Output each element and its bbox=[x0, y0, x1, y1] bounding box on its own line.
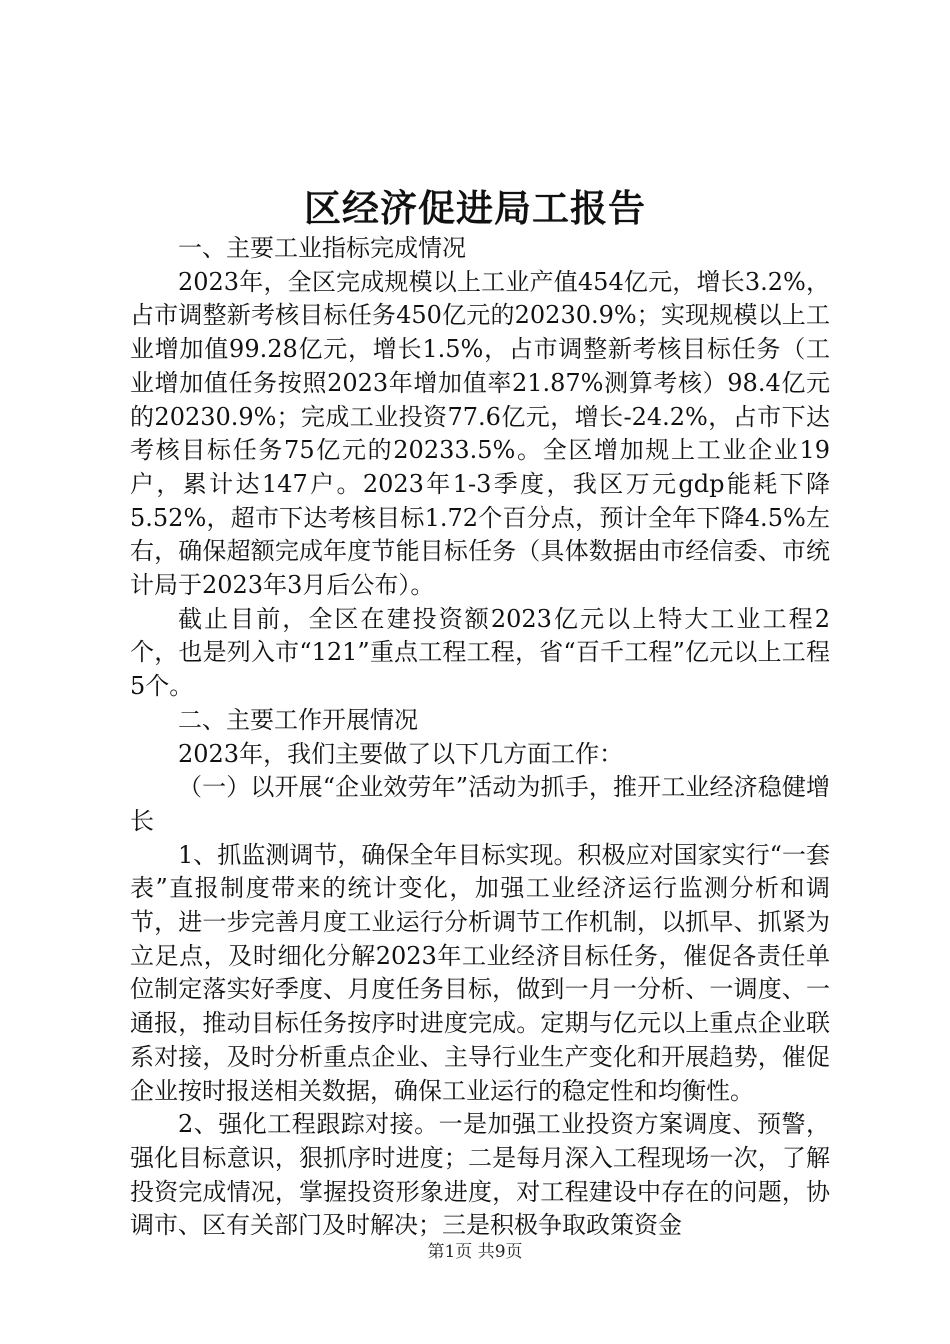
page-footer: 第1页 共9页 bbox=[427, 1242, 523, 1262]
section-heading-2: 二、主要工作开展情况 bbox=[178, 705, 418, 734]
section-heading-1: 一、主要工业指标完成情况 bbox=[178, 234, 466, 262]
paragraph-item-2: 2、强化工程跟踪对接。一是加强工业投资方案调度、预警，强化目标意识，狠抓序时进度；二是每月深入工程现场一次，了解投资完成情况，掌握投资形象进度，对工程建设中存在的问题，协调市、区有关部门及时解决；三是积极争取政策资金 bbox=[130, 1110, 830, 1240]
paragraph-item-1: 1、抓监测调节，确保全年目标实现。积极应对国家实行“一套表”直报制度带来的统计变化，加强工业经济运行监测分析和调节，进一步完善月度工业运行分析调节工作机制，以抓早、抓紧为立足点，及时细化分解2023年工业经济目标任务，催促各责任单位制定落实好季度、月度任务目标，做到一月一分析、一调度、一通报，推动目标任务按序时进度完成。定期与亿元以上重点企业联系对接，及时分析重点企业、主导行业生产变化和开展趋势，催促企业按时报送相关数据，确保工业运行的稳定性和均衡性。 bbox=[130, 840, 830, 1105]
subsection-heading-1: （一）以开展“企业效劳年”活动为抓手，推开工业经济稳健增长 bbox=[130, 773, 830, 835]
paragraph-projects: 截止目前，全区在建投资额2023亿元以上特大工业工程2个，也是列入市“121”重点工程工程，省“百千工程”亿元以上工程5个。 bbox=[130, 604, 830, 701]
document-title: 区经济促进局工报告 bbox=[304, 186, 646, 230]
paragraph-indicators: 2023年，全区完成规模以上工业产值454亿元，增长3.2%，占市调整新考核目标任务450亿元的20230.9%；实现规模以上工业增加值99.28亿元，增长1.5%，占市调整新考核目标任务（工业增加值任务按照2023年增加值率21.87%测算考核）98.4亿元的20230.9%；完成工业投资77.6亿元，增长-24.2%，占市下达考核目标任务75亿元的20233.5%。全区增加规上工业企业19户，累计达147户。2023年1-3季度，我区万元gdp能耗下降5.52%，超市下达考核目标1.72个百分点，预计全年下降4.5%左右，确保超额完成年度节能目标任务（具体数据由市经信委、市统计局于2023年3月后公布）。 bbox=[130, 267, 830, 600]
paragraph-intro: 2023年，我们主要做了以下几方面工作： bbox=[178, 739, 624, 768]
document-body bbox=[130, 232, 830, 1243]
